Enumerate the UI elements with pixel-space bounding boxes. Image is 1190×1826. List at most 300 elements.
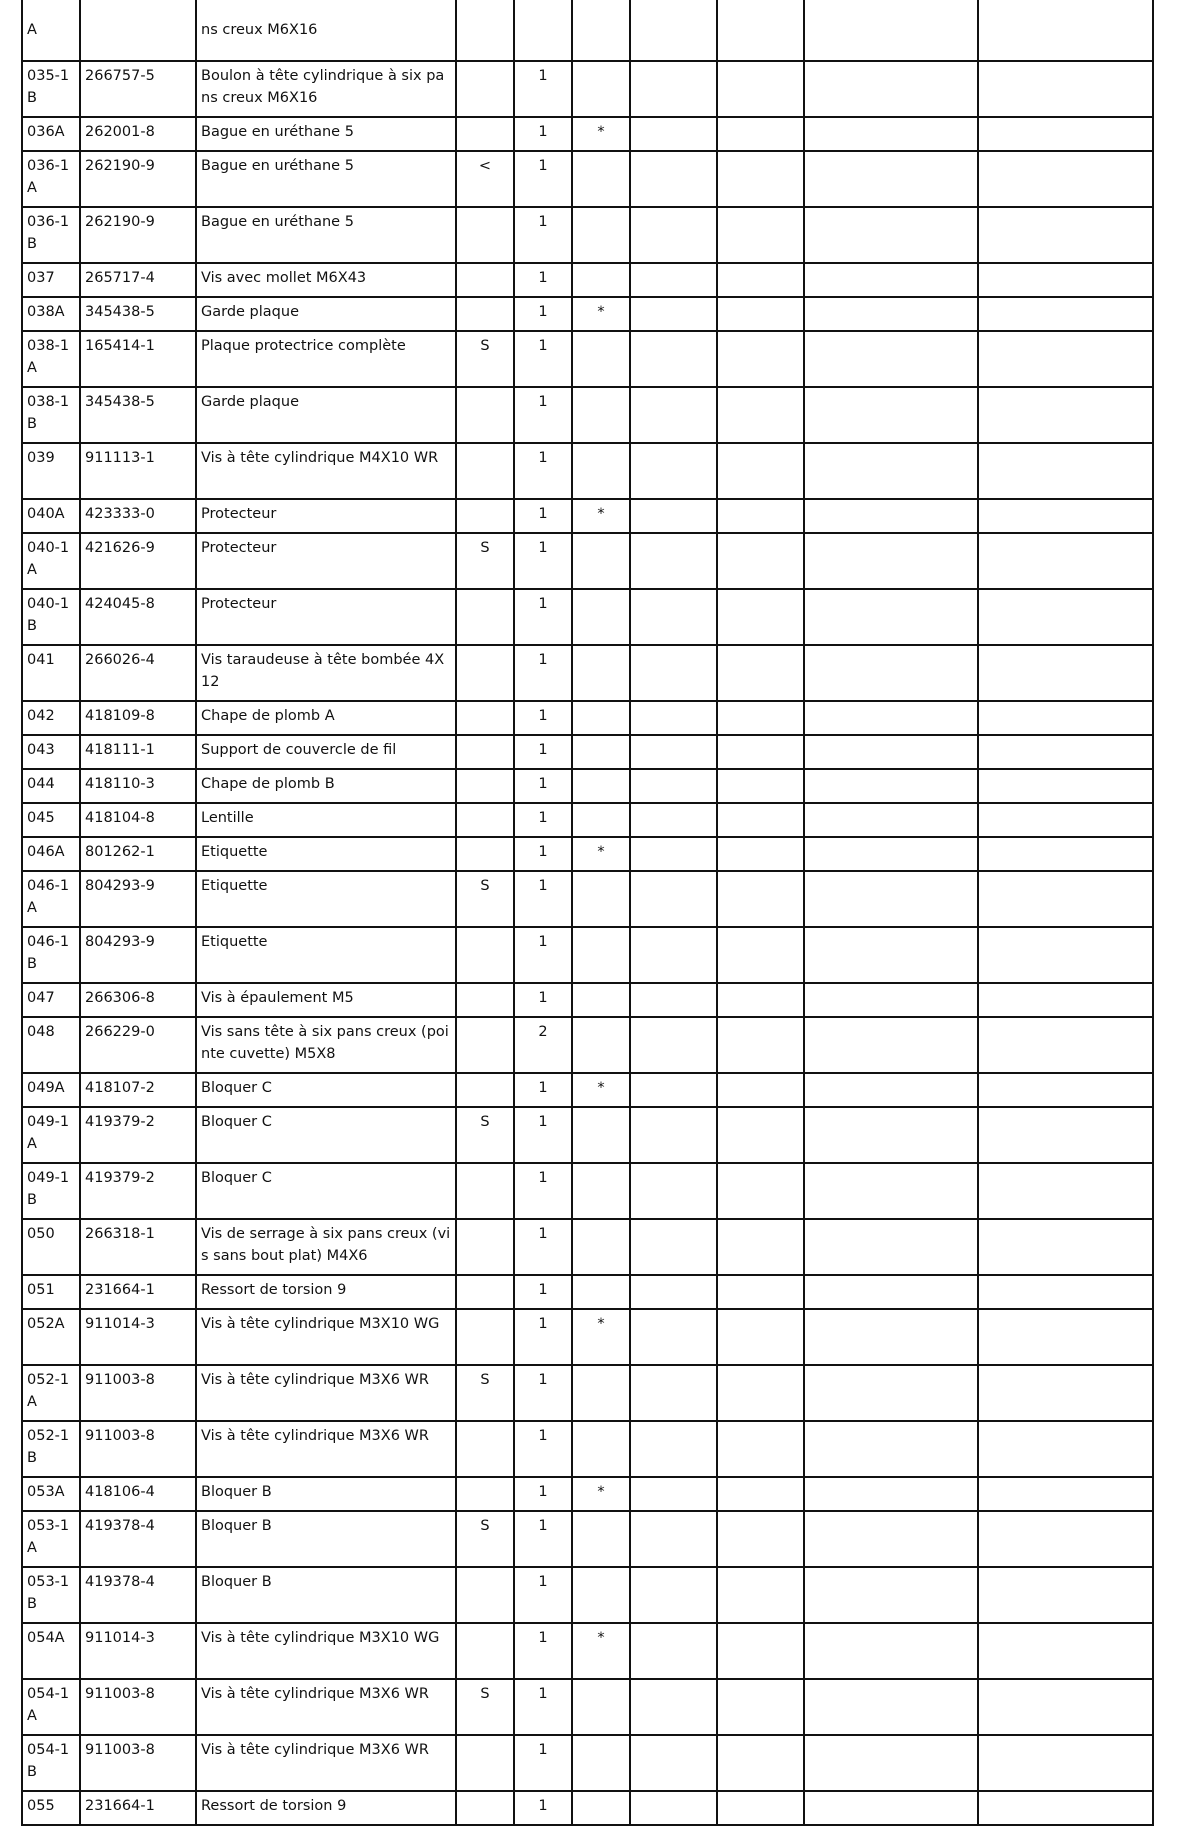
quantity-cell: 1: [514, 533, 572, 589]
flag-cell: *: [572, 837, 630, 871]
description-cell: Vis à tête cylindrique M3X6 WR: [196, 1421, 456, 1477]
quantity-cell: 1: [514, 735, 572, 769]
part-number-cell: 418106-4: [80, 1477, 196, 1511]
table-row: [22, 769, 1153, 803]
table-row: [22, 1679, 1153, 1735]
mark-cell: [456, 927, 514, 983]
empty-cell: [804, 207, 978, 263]
description-cell: Protecteur: [196, 533, 456, 589]
empty-cell: [804, 1365, 978, 1421]
part-number-cell: 266318-1: [80, 1219, 196, 1275]
empty-cell: [717, 1679, 804, 1735]
empty-cell: [978, 927, 1153, 983]
empty-cell: [978, 499, 1153, 533]
empty-cell: [717, 499, 804, 533]
item-number-cell: 055: [22, 1791, 80, 1825]
empty-cell: [978, 117, 1153, 151]
empty-cell: [630, 207, 717, 263]
description-cell: Protecteur: [196, 499, 456, 533]
empty-cell: [717, 1073, 804, 1107]
description-cell: Etiquette: [196, 837, 456, 871]
empty-cell: [630, 533, 717, 589]
mark-cell: S: [456, 1511, 514, 1567]
flag-cell: [572, 1017, 630, 1073]
item-number-cell: 046-1 B: [22, 927, 80, 983]
empty-cell: [630, 1567, 717, 1623]
description-cell: ns creux M6X16: [196, 0, 456, 61]
mark-cell: S: [456, 871, 514, 927]
quantity-cell: 1: [514, 61, 572, 117]
empty-cell: [630, 499, 717, 533]
flag-cell: *: [572, 1073, 630, 1107]
mark-cell: [456, 1421, 514, 1477]
empty-cell: [717, 871, 804, 927]
description-cell: Bloquer B: [196, 1477, 456, 1511]
table-row: [22, 151, 1153, 207]
flag-cell: [572, 927, 630, 983]
part-number-cell: 418109-8: [80, 701, 196, 735]
empty-cell: [978, 871, 1153, 927]
mark-cell: [456, 1275, 514, 1309]
table-row: [22, 983, 1153, 1017]
mark-cell: S: [456, 1107, 514, 1163]
empty-cell: [717, 1567, 804, 1623]
quantity-cell: 1: [514, 331, 572, 387]
part-number-cell: 262190-9: [80, 151, 196, 207]
flag-cell: [572, 1421, 630, 1477]
empty-cell: [804, 1791, 978, 1825]
flag-cell: *: [572, 117, 630, 151]
empty-cell: [978, 297, 1153, 331]
table-row: [22, 533, 1153, 589]
empty-cell: [804, 701, 978, 735]
description-cell: Vis à tête cylindrique M3X10 WG: [196, 1309, 456, 1365]
mark-cell: [456, 837, 514, 871]
mark-cell: [456, 263, 514, 297]
empty-cell: [717, 1791, 804, 1825]
flag-cell: [572, 1275, 630, 1309]
empty-cell: [978, 735, 1153, 769]
empty-cell: [717, 443, 804, 499]
table-row: [22, 803, 1153, 837]
table-row: [22, 1017, 1153, 1073]
quantity-cell: 1: [514, 1275, 572, 1309]
mark-cell: [456, 735, 514, 769]
flag-cell: [572, 443, 630, 499]
empty-cell: [717, 1365, 804, 1421]
description-cell: Vis taraudeuse à tête bombée 4X12: [196, 645, 456, 701]
description-cell: Etiquette: [196, 871, 456, 927]
quantity-cell: 1: [514, 387, 572, 443]
quantity-cell: 1: [514, 645, 572, 701]
table-row: [22, 1309, 1153, 1365]
empty-cell: [717, 803, 804, 837]
table-row: [22, 117, 1153, 151]
item-number-cell: 035-1 B: [22, 61, 80, 117]
empty-cell: [630, 1735, 717, 1791]
empty-cell: [630, 983, 717, 1017]
table-row: [22, 499, 1153, 533]
flag-cell: [572, 1511, 630, 1567]
quantity-cell: 1: [514, 927, 572, 983]
mark-cell: [456, 207, 514, 263]
empty-cell: [630, 61, 717, 117]
flag-cell: [572, 769, 630, 803]
empty-cell: [717, 1477, 804, 1511]
empty-cell: [717, 701, 804, 735]
description-cell: Boulon à tête cylindrique à six pans creux M6X16: [196, 61, 456, 117]
flag-cell: [572, 0, 630, 61]
part-number-cell: 266306-8: [80, 983, 196, 1017]
empty-cell: [978, 769, 1153, 803]
table-row: [22, 297, 1153, 331]
empty-cell: [978, 0, 1153, 61]
part-number-cell: 165414-1: [80, 331, 196, 387]
description-cell: Garde plaque: [196, 387, 456, 443]
empty-cell: [978, 837, 1153, 871]
flag-cell: [572, 151, 630, 207]
empty-cell: [804, 1567, 978, 1623]
flag-cell: *: [572, 297, 630, 331]
quantity-cell: 1: [514, 263, 572, 297]
quantity-cell: 1: [514, 983, 572, 1017]
empty-cell: [978, 1477, 1153, 1511]
item-number-cell: 051: [22, 1275, 80, 1309]
empty-cell: [804, 1017, 978, 1073]
part-number-cell: 804293-9: [80, 927, 196, 983]
empty-cell: [717, 983, 804, 1017]
part-number-cell: 421626-9: [80, 533, 196, 589]
item-number-cell: A: [22, 0, 80, 61]
table-row: [22, 1477, 1153, 1511]
flag-cell: [572, 1163, 630, 1219]
empty-cell: [717, 1017, 804, 1073]
mark-cell: [456, 117, 514, 151]
flag-cell: [572, 589, 630, 645]
empty-cell: [630, 117, 717, 151]
description-cell: Bloquer C: [196, 1073, 456, 1107]
empty-cell: [804, 1477, 978, 1511]
part-number-cell: 262190-9: [80, 207, 196, 263]
mark-cell: [456, 1017, 514, 1073]
table-row: [22, 1623, 1153, 1679]
empty-cell: [804, 1219, 978, 1275]
part-number-cell: 418111-1: [80, 735, 196, 769]
item-number-cell: 040-1 B: [22, 589, 80, 645]
empty-cell: [717, 1309, 804, 1365]
item-number-cell: 054A: [22, 1623, 80, 1679]
flag-cell: *: [572, 1477, 630, 1511]
mark-cell: [456, 769, 514, 803]
empty-cell: [978, 443, 1153, 499]
empty-cell: [717, 1623, 804, 1679]
mark-cell: S: [456, 1365, 514, 1421]
empty-cell: [804, 499, 978, 533]
empty-cell: [717, 151, 804, 207]
description-cell: Bloquer B: [196, 1567, 456, 1623]
parts-table-body: [22, 0, 1153, 1825]
empty-cell: [978, 61, 1153, 117]
parts-table: [21, 0, 1154, 1826]
mark-cell: [456, 443, 514, 499]
quantity-cell: 1: [514, 1073, 572, 1107]
quantity-cell: 1: [514, 1623, 572, 1679]
part-number-cell: 911003-8: [80, 1365, 196, 1421]
mark-cell: [456, 803, 514, 837]
quantity-cell: 1: [514, 1735, 572, 1791]
empty-cell: [804, 1163, 978, 1219]
description-cell: Vis de serrage à six pans creux (vis sans bout plat) M4X6: [196, 1219, 456, 1275]
flag-cell: [572, 1219, 630, 1275]
empty-cell: [978, 1421, 1153, 1477]
description-cell: Garde plaque: [196, 297, 456, 331]
empty-cell: [978, 1309, 1153, 1365]
empty-cell: [717, 263, 804, 297]
empty-cell: [978, 1017, 1153, 1073]
empty-cell: [804, 837, 978, 871]
empty-cell: [804, 331, 978, 387]
part-number-cell: 418104-8: [80, 803, 196, 837]
quantity-cell: 1: [514, 1511, 572, 1567]
part-number-cell: 266026-4: [80, 645, 196, 701]
item-number-cell: 052A: [22, 1309, 80, 1365]
mark-cell: [456, 1623, 514, 1679]
mark-cell: [456, 297, 514, 331]
part-number-cell: 419378-4: [80, 1567, 196, 1623]
table-row: [22, 263, 1153, 297]
empty-cell: [717, 1107, 804, 1163]
flag-cell: [572, 1365, 630, 1421]
empty-cell: [978, 1163, 1153, 1219]
empty-cell: [630, 837, 717, 871]
quantity-cell: 1: [514, 803, 572, 837]
empty-cell: [717, 297, 804, 331]
table-row: [22, 1073, 1153, 1107]
quantity-cell: 1: [514, 207, 572, 263]
table-row: [22, 1365, 1153, 1421]
part-number-cell: 345438-5: [80, 297, 196, 331]
empty-cell: [978, 983, 1153, 1017]
empty-cell: [978, 589, 1153, 645]
description-cell: Vis avec mollet M6X43: [196, 263, 456, 297]
empty-cell: [804, 1679, 978, 1735]
empty-cell: [630, 1365, 717, 1421]
empty-cell: [717, 1735, 804, 1791]
table-row: [22, 1791, 1153, 1825]
mark-cell: [456, 499, 514, 533]
table-row: [22, 207, 1153, 263]
empty-cell: [630, 735, 717, 769]
item-number-cell: 053-1 A: [22, 1511, 80, 1567]
item-number-cell: 047: [22, 983, 80, 1017]
table-row: [22, 927, 1153, 983]
flag-cell: *: [572, 1623, 630, 1679]
flag-cell: [572, 983, 630, 1017]
empty-cell: [978, 1275, 1153, 1309]
part-number-cell: 801262-1: [80, 837, 196, 871]
empty-cell: [630, 1679, 717, 1735]
quantity-cell: 1: [514, 871, 572, 927]
table-row: [22, 701, 1153, 735]
part-number-cell: 911014-3: [80, 1309, 196, 1365]
empty-cell: [630, 1421, 717, 1477]
item-number-cell: 046A: [22, 837, 80, 871]
item-number-cell: 049-1 B: [22, 1163, 80, 1219]
empty-cell: [804, 803, 978, 837]
empty-cell: [717, 589, 804, 645]
empty-cell: [717, 927, 804, 983]
table-row: [22, 871, 1153, 927]
table-row: [22, 443, 1153, 499]
description-cell: Plaque protectrice complète: [196, 331, 456, 387]
item-number-cell: 053A: [22, 1477, 80, 1511]
description-cell: Vis à tête cylindrique M4X10 WR: [196, 443, 456, 499]
empty-cell: [717, 1511, 804, 1567]
item-number-cell: 049-1 A: [22, 1107, 80, 1163]
part-number-cell: 418110-3: [80, 769, 196, 803]
empty-cell: [978, 1073, 1153, 1107]
item-number-cell: 054-1 A: [22, 1679, 80, 1735]
empty-cell: [630, 1309, 717, 1365]
empty-cell: [978, 1511, 1153, 1567]
item-number-cell: 040-1 A: [22, 533, 80, 589]
table-row: [22, 1511, 1153, 1567]
description-cell: Ressort de torsion 9: [196, 1275, 456, 1309]
mark-cell: [456, 1309, 514, 1365]
empty-cell: [717, 735, 804, 769]
table-row: [22, 1275, 1153, 1309]
description-cell: Vis à tête cylindrique M3X6 WR: [196, 1735, 456, 1791]
empty-cell: [630, 151, 717, 207]
item-number-cell: 040A: [22, 499, 80, 533]
empty-cell: [717, 645, 804, 701]
mark-cell: <: [456, 151, 514, 207]
quantity-cell: 1: [514, 589, 572, 645]
part-number-cell: 419378-4: [80, 1511, 196, 1567]
quantity-cell: 1: [514, 151, 572, 207]
quantity-cell: 1: [514, 1107, 572, 1163]
item-number-cell: 046-1 A: [22, 871, 80, 927]
empty-cell: [630, 803, 717, 837]
flag-cell: [572, 1791, 630, 1825]
empty-cell: [630, 1275, 717, 1309]
item-number-cell: 042: [22, 701, 80, 735]
quantity-cell: 1: [514, 117, 572, 151]
flag-cell: [572, 533, 630, 589]
part-number-cell: 262001-8: [80, 117, 196, 151]
description-cell: Vis sans tête à six pans creux (pointe cuvette) M5X8: [196, 1017, 456, 1073]
empty-cell: [630, 1511, 717, 1567]
description-cell: Chape de plomb A: [196, 701, 456, 735]
quantity-cell: 1: [514, 1163, 572, 1219]
part-number-cell: [80, 0, 196, 61]
mark-cell: S: [456, 1679, 514, 1735]
item-number-cell: 048: [22, 1017, 80, 1073]
part-number-cell: 804293-9: [80, 871, 196, 927]
empty-cell: [630, 331, 717, 387]
table-row: [22, 1735, 1153, 1791]
empty-cell: [717, 769, 804, 803]
table-row: [22, 331, 1153, 387]
part-number-cell: 265717-4: [80, 263, 196, 297]
description-cell: Vis à tête cylindrique M3X6 WR: [196, 1365, 456, 1421]
part-number-cell: 911003-8: [80, 1735, 196, 1791]
mark-cell: [456, 1735, 514, 1791]
empty-cell: [630, 927, 717, 983]
empty-cell: [717, 331, 804, 387]
quantity-cell: 1: [514, 1567, 572, 1623]
part-number-cell: 911113-1: [80, 443, 196, 499]
description-cell: Bloquer B: [196, 1511, 456, 1567]
mark-cell: [456, 589, 514, 645]
part-number-cell: 423333-0: [80, 499, 196, 533]
empty-cell: [804, 645, 978, 701]
table-row: [22, 1567, 1153, 1623]
mark-cell: [456, 1073, 514, 1107]
empty-cell: [978, 1219, 1153, 1275]
flag-cell: [572, 1679, 630, 1735]
description-cell: Support de couvercle de fil: [196, 735, 456, 769]
part-number-cell: 419379-2: [80, 1163, 196, 1219]
description-cell: Bague en uréthane 5: [196, 207, 456, 263]
empty-cell: [804, 151, 978, 207]
table-row: [22, 589, 1153, 645]
empty-cell: [804, 1275, 978, 1309]
empty-cell: [630, 1791, 717, 1825]
empty-cell: [804, 1309, 978, 1365]
empty-cell: [978, 1623, 1153, 1679]
table-row: [22, 0, 1153, 61]
item-number-cell: 043: [22, 735, 80, 769]
description-cell: Etiquette: [196, 927, 456, 983]
description-cell: Vis à tête cylindrique M3X10 WG: [196, 1623, 456, 1679]
flag-cell: [572, 1107, 630, 1163]
description-cell: Vis à épaulement M5: [196, 983, 456, 1017]
table-row: [22, 1421, 1153, 1477]
empty-cell: [717, 207, 804, 263]
empty-cell: [978, 1567, 1153, 1623]
empty-cell: [630, 1623, 717, 1679]
flag-cell: [572, 645, 630, 701]
empty-cell: [804, 927, 978, 983]
empty-cell: [804, 983, 978, 1017]
empty-cell: [804, 1421, 978, 1477]
flag-cell: [572, 1735, 630, 1791]
part-number-cell: 266757-5: [80, 61, 196, 117]
empty-cell: [804, 1511, 978, 1567]
quantity-cell: 1: [514, 1219, 572, 1275]
item-number-cell: 036-1 A: [22, 151, 80, 207]
mark-cell: [456, 1477, 514, 1511]
empty-cell: [978, 151, 1153, 207]
empty-cell: [804, 117, 978, 151]
mark-cell: [456, 1219, 514, 1275]
empty-cell: [717, 1275, 804, 1309]
empty-cell: [717, 61, 804, 117]
item-number-cell: 044: [22, 769, 80, 803]
quantity-cell: 1: [514, 1477, 572, 1511]
quantity-cell: [514, 0, 572, 61]
empty-cell: [978, 1791, 1153, 1825]
empty-cell: [804, 387, 978, 443]
table-row: [22, 61, 1153, 117]
item-number-cell: 049A: [22, 1073, 80, 1107]
item-number-cell: 052-1 A: [22, 1365, 80, 1421]
item-number-cell: 052-1 B: [22, 1421, 80, 1477]
flag-cell: [572, 331, 630, 387]
empty-cell: [978, 1107, 1153, 1163]
mark-cell: [456, 645, 514, 701]
